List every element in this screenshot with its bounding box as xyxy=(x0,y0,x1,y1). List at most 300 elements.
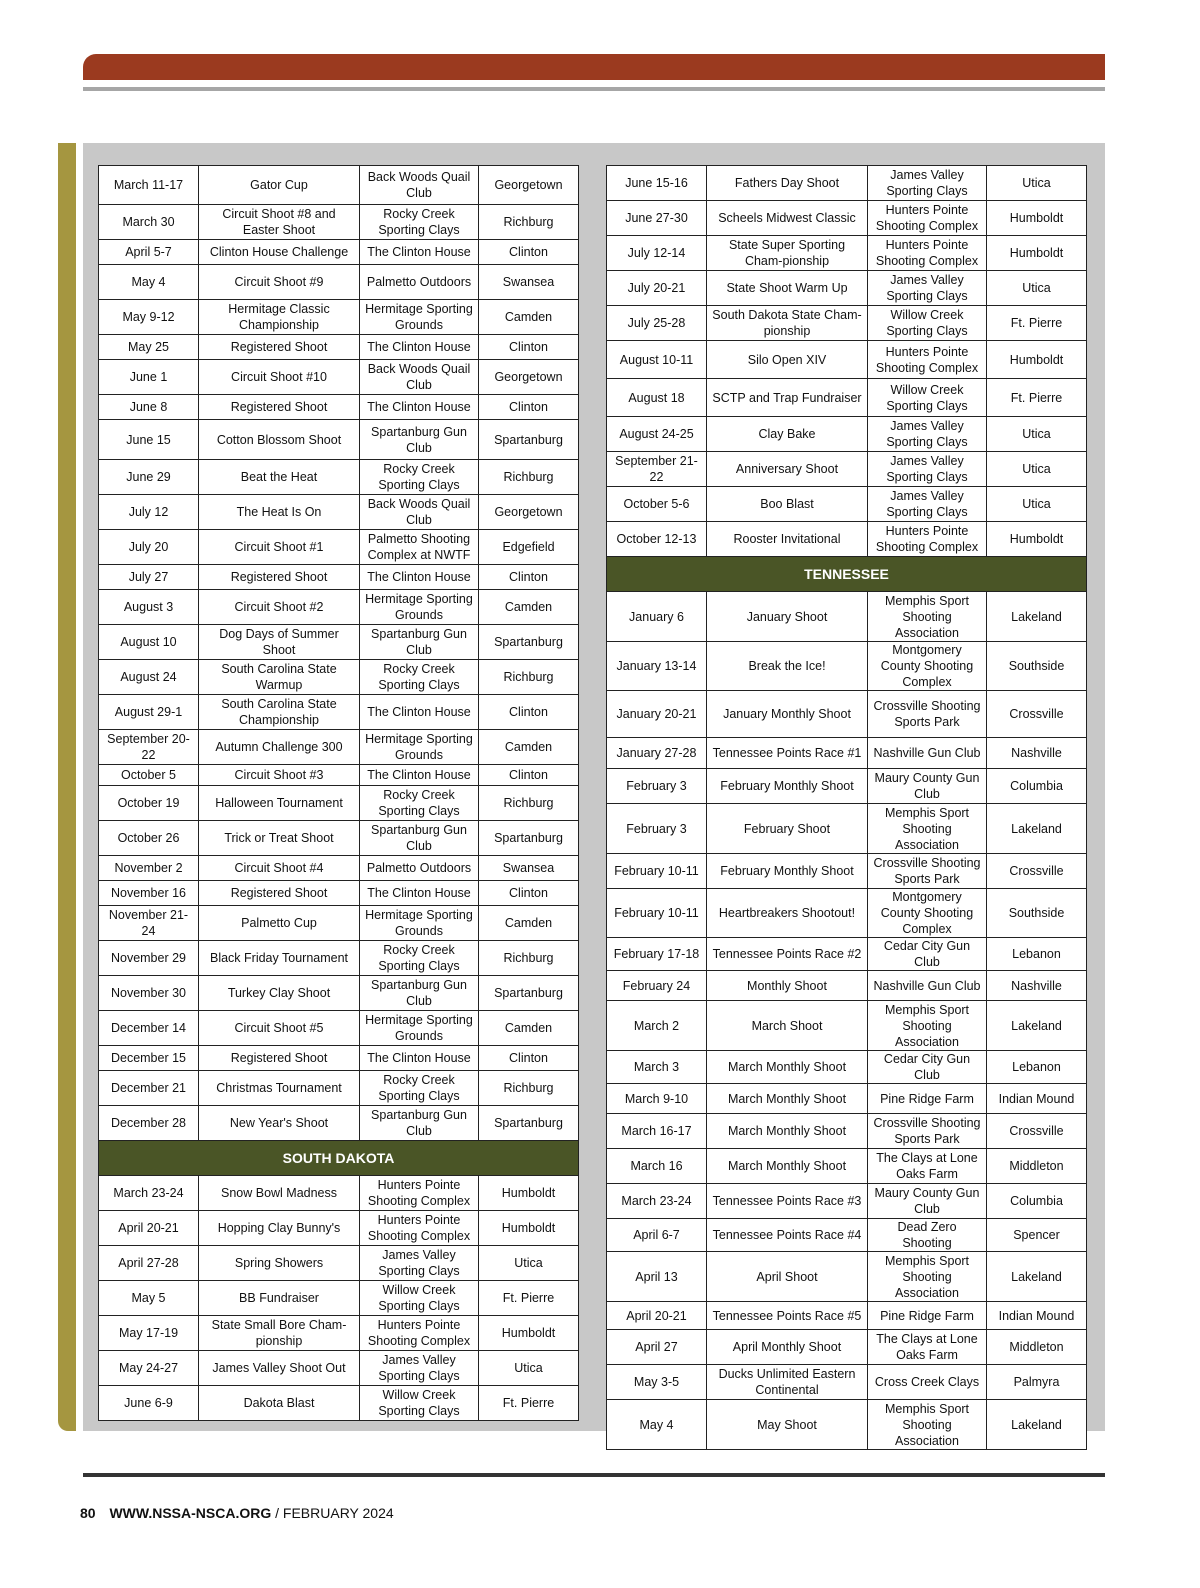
event-date: October 5 xyxy=(99,765,199,786)
city-name: Camden xyxy=(479,590,579,625)
city-name: Utica xyxy=(987,417,1087,452)
event-date: January 6 xyxy=(607,592,707,642)
event-date: February 10-11 xyxy=(607,889,707,938)
event-name: Monthly Shoot xyxy=(707,971,868,1001)
venue-name: Hermitage Sporting Grounds xyxy=(360,300,479,335)
table-row xyxy=(99,590,579,625)
table-row xyxy=(607,642,1087,691)
table-row xyxy=(99,625,579,660)
table-row xyxy=(607,1302,1087,1330)
city-name: Swansea xyxy=(479,856,579,881)
table-row xyxy=(99,730,579,765)
header-rule xyxy=(83,87,1105,91)
event-name: Turkey Clay Shoot xyxy=(199,976,360,1011)
event-date: August 18 xyxy=(607,379,707,417)
venue-name: Hunters Pointe Shooting Complex xyxy=(868,201,987,236)
event-date: May 25 xyxy=(99,335,199,360)
event-name: Circuit Shoot #1 xyxy=(199,530,360,565)
city-name: Humboldt xyxy=(987,236,1087,271)
venue-name: Hunters Pointe Shooting Complex xyxy=(868,341,987,379)
event-date: February 10-11 xyxy=(607,854,707,889)
table-row xyxy=(607,1330,1087,1365)
event-name: March Monthly Shoot xyxy=(707,1114,868,1149)
city-name: Clinton xyxy=(479,335,579,360)
city-name: Columbia xyxy=(987,769,1087,804)
venue-name: Montgomery County Shooting Complex xyxy=(868,642,987,691)
event-date: January 27-28 xyxy=(607,738,707,769)
venue-name: Nashville Gun Club xyxy=(868,738,987,769)
event-name: State Small Bore Cham-pionship xyxy=(199,1316,360,1351)
venue-name: Rocky Creek Sporting Clays xyxy=(360,460,479,495)
table-row xyxy=(607,1219,1087,1252)
table-row xyxy=(607,804,1087,854)
city-name: Nashville xyxy=(987,971,1087,1001)
event-date: February 3 xyxy=(607,804,707,854)
venue-name: The Clinton House xyxy=(360,1046,479,1071)
issue-date: FEBRUARY 2024 xyxy=(282,1505,394,1521)
event-date: February 17-18 xyxy=(607,938,707,971)
table-row xyxy=(99,856,579,881)
event-date: March 23-24 xyxy=(607,1184,707,1219)
venue-name: Cedar City Gun Club xyxy=(868,1051,987,1084)
city-name: Spencer xyxy=(987,1219,1087,1252)
venue-name: Spartanburg Gun Club xyxy=(360,1106,479,1141)
table-row xyxy=(607,1084,1087,1114)
event-date: April 20-21 xyxy=(607,1302,707,1330)
city-name: Columbia xyxy=(987,1184,1087,1219)
event-name: Circuit Shoot #2 xyxy=(199,590,360,625)
website-link[interactable]: WWW.NSSA-NSCA.ORG xyxy=(109,1505,272,1521)
event-date: March 16 xyxy=(607,1149,707,1184)
event-date: August 24-25 xyxy=(607,417,707,452)
table-row xyxy=(607,691,1087,738)
table-row xyxy=(99,1386,579,1421)
city-name: Clinton xyxy=(479,395,579,420)
event-date: May 17-19 xyxy=(99,1316,199,1351)
table-row xyxy=(99,335,579,360)
event-name: Circuit Shoot #10 xyxy=(199,360,360,395)
table-row xyxy=(99,1246,579,1281)
event-name: Registered Shoot xyxy=(199,335,360,360)
city-name: Spartanburg xyxy=(479,976,579,1011)
event-name: South Carolina State Warmup xyxy=(199,660,360,695)
event-name: South Dakota State Cham-pionship xyxy=(707,306,868,341)
city-name: Humboldt xyxy=(987,201,1087,236)
city-name: Palmyra xyxy=(987,1365,1087,1400)
event-name: State Shoot Warm Up xyxy=(707,271,868,306)
event-name: Circuit Shoot #8 and Easter Shoot xyxy=(199,205,360,240)
venue-name: Rocky Creek Sporting Clays xyxy=(360,786,479,821)
city-name: Humboldt xyxy=(987,522,1087,557)
event-name: March Monthly Shoot xyxy=(707,1149,868,1184)
table-row xyxy=(607,306,1087,341)
event-date: August 29-1 xyxy=(99,695,199,730)
city-name: Clinton xyxy=(479,765,579,786)
venue-name: Spartanburg Gun Club xyxy=(360,976,479,1011)
venue-name: The Clinton House xyxy=(360,695,479,730)
table-row xyxy=(99,821,579,856)
event-name: The Heat Is On xyxy=(199,495,360,530)
event-date: May 4 xyxy=(607,1400,707,1450)
event-name: BB Fundraiser xyxy=(199,1281,360,1316)
table-row xyxy=(607,592,1087,642)
table-row xyxy=(607,1114,1087,1149)
venue-name: Nashville Gun Club xyxy=(868,971,987,1001)
table-row xyxy=(99,166,579,205)
event-date: June 15-16 xyxy=(607,166,707,201)
venue-name: Memphis Sport Shooting Association xyxy=(868,1252,987,1302)
event-date: March 11-17 xyxy=(99,166,199,205)
table-row xyxy=(99,420,579,460)
venue-name: The Clays at Lone Oaks Farm xyxy=(868,1330,987,1365)
event-name: Heartbreakers Shootout! xyxy=(707,889,868,938)
city-name: Utica xyxy=(987,487,1087,522)
venue-name: Cedar City Gun Club xyxy=(868,938,987,971)
schedule-table-left xyxy=(98,165,579,1421)
event-name: March Monthly Shoot xyxy=(707,1051,868,1084)
city-name: Camden xyxy=(479,1011,579,1046)
event-date: January 20-21 xyxy=(607,691,707,738)
table-row xyxy=(607,1365,1087,1400)
venue-name: Pine Ridge Farm xyxy=(868,1084,987,1114)
event-name: Clinton House Challenge xyxy=(199,240,360,265)
venue-name: The Clinton House xyxy=(360,395,479,420)
state-section-header xyxy=(99,1141,579,1176)
city-name: Middleton xyxy=(987,1330,1087,1365)
event-date: February 3 xyxy=(607,769,707,804)
table-row xyxy=(607,1252,1087,1302)
city-name: Lakeland xyxy=(987,804,1087,854)
event-name: Tennessee Points Race #5 xyxy=(707,1302,868,1330)
event-name: Dakota Blast xyxy=(199,1386,360,1421)
event-name: Cotton Blossom Shoot xyxy=(199,420,360,460)
table-row xyxy=(99,495,579,530)
event-name: May Shoot xyxy=(707,1400,868,1450)
table-row xyxy=(99,360,579,395)
city-name: Lakeland xyxy=(987,1001,1087,1051)
event-date: June 29 xyxy=(99,460,199,495)
venue-name: Montgomery County Shooting Complex xyxy=(868,889,987,938)
table-row xyxy=(99,906,579,941)
table-row xyxy=(99,1211,579,1246)
event-date: March 30 xyxy=(99,205,199,240)
event-date: March 3 xyxy=(607,1051,707,1084)
city-name: Georgetown xyxy=(479,166,579,205)
city-name: Ft. Pierre xyxy=(479,1281,579,1316)
table-row xyxy=(99,1316,579,1351)
event-date: December 28 xyxy=(99,1106,199,1141)
venue-name: Hermitage Sporting Grounds xyxy=(360,906,479,941)
footer-separator: / xyxy=(275,1505,280,1521)
city-name: Humboldt xyxy=(479,1211,579,1246)
event-name: Beat the Heat xyxy=(199,460,360,495)
table-row xyxy=(607,166,1087,201)
city-name: Nashville xyxy=(987,738,1087,769)
table-row xyxy=(607,487,1087,522)
event-date: March 9-10 xyxy=(607,1084,707,1114)
event-name: Hermitage Classic Championship xyxy=(199,300,360,335)
venue-name: Memphis Sport Shooting Association xyxy=(868,804,987,854)
event-date: June 1 xyxy=(99,360,199,395)
city-name: Clinton xyxy=(479,695,579,730)
event-date: April 20-21 xyxy=(99,1211,199,1246)
table-row xyxy=(607,769,1087,804)
event-date: November 21-24 xyxy=(99,906,199,941)
table-row xyxy=(607,1400,1087,1450)
table-row xyxy=(607,738,1087,769)
venue-name: Willow Creek Sporting Clays xyxy=(868,306,987,341)
venue-name: Hermitage Sporting Grounds xyxy=(360,730,479,765)
venue-name: Crossville Shooting Sports Park xyxy=(868,691,987,738)
event-date: August 10-11 xyxy=(607,341,707,379)
event-date: August 24 xyxy=(99,660,199,695)
table-row xyxy=(99,395,579,420)
table-row xyxy=(99,530,579,565)
city-name: Crossville xyxy=(987,854,1087,889)
footer-rule xyxy=(83,1473,1105,1477)
event-name: SCTP and Trap Fundraiser xyxy=(707,379,868,417)
city-name: Utica xyxy=(987,166,1087,201)
table-row xyxy=(99,881,579,906)
event-name: State Super Sporting Cham-pionship xyxy=(707,236,868,271)
header-color-bar xyxy=(83,54,1105,80)
event-name: January Shoot xyxy=(707,592,868,642)
city-name: Richburg xyxy=(479,786,579,821)
table-row xyxy=(99,1106,579,1141)
venue-name: James Valley Sporting Clays xyxy=(868,271,987,306)
city-name: Clinton xyxy=(479,881,579,906)
event-name: Tennessee Points Race #2 xyxy=(707,938,868,971)
table-row xyxy=(607,938,1087,971)
city-name: Humboldt xyxy=(987,341,1087,379)
event-date: February 24 xyxy=(607,971,707,1001)
table-row xyxy=(607,1184,1087,1219)
event-name: Circuit Shoot #5 xyxy=(199,1011,360,1046)
page-footer xyxy=(80,1505,394,1521)
venue-name: Back Woods Quail Club xyxy=(360,360,479,395)
city-name: Clinton xyxy=(479,1046,579,1071)
table-row xyxy=(99,1071,579,1106)
event-name: Tennessee Points Race #3 xyxy=(707,1184,868,1219)
event-date: June 27-30 xyxy=(607,201,707,236)
event-name: Registered Shoot xyxy=(199,881,360,906)
table-row xyxy=(99,460,579,495)
event-date: May 4 xyxy=(99,265,199,300)
venue-name: James Valley Sporting Clays xyxy=(868,487,987,522)
city-name: Southside xyxy=(987,889,1087,938)
event-name: Halloween Tournament xyxy=(199,786,360,821)
event-date: May 24-27 xyxy=(99,1351,199,1386)
city-name: Richburg xyxy=(479,1071,579,1106)
venue-name: Hunters Pointe Shooting Complex xyxy=(360,1176,479,1211)
event-name: February Monthly Shoot xyxy=(707,769,868,804)
venue-name: Crossville Shooting Sports Park xyxy=(868,1114,987,1149)
city-name: Utica xyxy=(987,452,1087,487)
city-name: Crossville xyxy=(987,1114,1087,1149)
venue-name: The Clinton House xyxy=(360,881,479,906)
venue-name: Hunters Pointe Shooting Complex xyxy=(360,1316,479,1351)
event-date: May 9-12 xyxy=(99,300,199,335)
event-date: July 20-21 xyxy=(607,271,707,306)
table-row xyxy=(99,240,579,265)
venue-name: Spartanburg Gun Club xyxy=(360,625,479,660)
table-row xyxy=(99,205,579,240)
city-name: Ft. Pierre xyxy=(479,1386,579,1421)
state-name: SOUTH DAKOTA xyxy=(99,1141,579,1176)
event-date: January 13-14 xyxy=(607,642,707,691)
event-date: December 21 xyxy=(99,1071,199,1106)
page-number: 80 xyxy=(80,1505,96,1521)
city-name: Camden xyxy=(479,300,579,335)
event-date: May 5 xyxy=(99,1281,199,1316)
event-name: Clay Bake xyxy=(707,417,868,452)
event-date: July 25-28 xyxy=(607,306,707,341)
city-name: Swansea xyxy=(479,265,579,300)
city-name: Lakeland xyxy=(987,592,1087,642)
event-name: Tennessee Points Race #4 xyxy=(707,1219,868,1252)
table-row xyxy=(607,452,1087,487)
event-name: February Shoot xyxy=(707,804,868,854)
venue-name: Maury County Gun Club xyxy=(868,769,987,804)
event-date: April 5-7 xyxy=(99,240,199,265)
venue-name: Hermitage Sporting Grounds xyxy=(360,1011,479,1046)
event-date: October 26 xyxy=(99,821,199,856)
event-name: April Monthly Shoot xyxy=(707,1330,868,1365)
event-date: November 29 xyxy=(99,941,199,976)
event-name: Trick or Treat Shoot xyxy=(199,821,360,856)
table-row xyxy=(99,565,579,590)
table-row xyxy=(607,341,1087,379)
table-row xyxy=(99,765,579,786)
event-date: March 16-17 xyxy=(607,1114,707,1149)
city-name: Spartanburg xyxy=(479,420,579,460)
event-name: Registered Shoot xyxy=(199,565,360,590)
city-name: Lakeland xyxy=(987,1400,1087,1450)
venue-name: Willow Creek Sporting Clays xyxy=(360,1386,479,1421)
venue-name: Rocky Creek Sporting Clays xyxy=(360,941,479,976)
city-name: Richburg xyxy=(479,941,579,976)
table-row xyxy=(607,889,1087,938)
venue-name: Palmetto Shooting Complex at NWTF xyxy=(360,530,479,565)
event-name: Registered Shoot xyxy=(199,395,360,420)
state-name: TENNESSEE xyxy=(607,557,1087,592)
table-row xyxy=(99,1281,579,1316)
event-date: July 20 xyxy=(99,530,199,565)
side-accent-bar xyxy=(58,143,76,1431)
event-name: Circuit Shoot #4 xyxy=(199,856,360,881)
table-row xyxy=(99,265,579,300)
event-date: December 14 xyxy=(99,1011,199,1046)
venue-name: Pine Ridge Farm xyxy=(868,1302,987,1330)
venue-name: Palmetto Outdoors xyxy=(360,856,479,881)
city-name: Georgetown xyxy=(479,360,579,395)
venue-name: Memphis Sport Shooting Association xyxy=(868,592,987,642)
venue-name: Rocky Creek Sporting Clays xyxy=(360,205,479,240)
event-name: Anniversary Shoot xyxy=(707,452,868,487)
table-row xyxy=(607,1001,1087,1051)
venue-name: Willow Creek Sporting Clays xyxy=(360,1281,479,1316)
table-row xyxy=(99,941,579,976)
table-row xyxy=(99,695,579,730)
event-name: Scheels Midwest Classic xyxy=(707,201,868,236)
table-row xyxy=(607,236,1087,271)
event-name: April Shoot xyxy=(707,1252,868,1302)
table-row xyxy=(99,1351,579,1386)
city-name: Ft. Pierre xyxy=(987,306,1087,341)
venue-name: Crossville Shooting Sports Park xyxy=(868,854,987,889)
event-name: Christmas Tournament xyxy=(199,1071,360,1106)
event-name: Tennessee Points Race #1 xyxy=(707,738,868,769)
event-date: November 16 xyxy=(99,881,199,906)
city-name: Camden xyxy=(479,906,579,941)
table-row xyxy=(607,379,1087,417)
venue-name: Back Woods Quail Club xyxy=(360,166,479,205)
table-row xyxy=(99,976,579,1011)
table-row xyxy=(99,1011,579,1046)
venue-name: Hunters Pointe Shooting Complex xyxy=(360,1211,479,1246)
event-date: September 21-22 xyxy=(607,452,707,487)
event-name: South Carolina State Championship xyxy=(199,695,360,730)
event-date: October 5-6 xyxy=(607,487,707,522)
venue-name: James Valley Sporting Clays xyxy=(360,1246,479,1281)
city-name: Humboldt xyxy=(479,1176,579,1211)
table-row xyxy=(607,854,1087,889)
venue-name: Hunters Pointe Shooting Complex xyxy=(868,236,987,271)
event-name: Spring Showers xyxy=(199,1246,360,1281)
city-name: Middleton xyxy=(987,1149,1087,1184)
city-name: Richburg xyxy=(479,205,579,240)
city-name: Spartanburg xyxy=(479,821,579,856)
city-name: Utica xyxy=(479,1351,579,1386)
venue-name: James Valley Sporting Clays xyxy=(360,1351,479,1386)
event-name: March Shoot xyxy=(707,1001,868,1051)
venue-name: The Clinton House xyxy=(360,765,479,786)
event-date: April 27-28 xyxy=(99,1246,199,1281)
event-name: Fathers Day Shoot xyxy=(707,166,868,201)
event-date: March 2 xyxy=(607,1001,707,1051)
event-date: March 23-24 xyxy=(99,1176,199,1211)
table-row xyxy=(607,522,1087,557)
city-name: Spartanburg xyxy=(479,625,579,660)
city-name: Camden xyxy=(479,730,579,765)
event-date: December 15 xyxy=(99,1046,199,1071)
table-row xyxy=(99,660,579,695)
city-name: Humboldt xyxy=(479,1316,579,1351)
event-date: July 12 xyxy=(99,495,199,530)
venue-name: James Valley Sporting Clays xyxy=(868,166,987,201)
event-date: August 10 xyxy=(99,625,199,660)
table-row xyxy=(99,300,579,335)
city-name: Utica xyxy=(479,1246,579,1281)
venue-name: Hunters Pointe Shooting Complex xyxy=(868,522,987,557)
event-date: April 27 xyxy=(607,1330,707,1365)
table-row xyxy=(607,271,1087,306)
event-date: June 15 xyxy=(99,420,199,460)
table-row xyxy=(607,971,1087,1001)
event-name: Boo Blast xyxy=(707,487,868,522)
city-name: Lebanon xyxy=(987,1051,1087,1084)
venue-name: Dead Zero Shooting xyxy=(868,1219,987,1252)
table-row xyxy=(607,1051,1087,1084)
event-name: February Monthly Shoot xyxy=(707,854,868,889)
venue-name: Cross Creek Clays xyxy=(868,1365,987,1400)
table-row xyxy=(99,786,579,821)
event-name: Dog Days of Summer Shoot xyxy=(199,625,360,660)
event-name: Silo Open XIV xyxy=(707,341,868,379)
event-name: Circuit Shoot #3 xyxy=(199,765,360,786)
event-name: New Year's Shoot xyxy=(199,1106,360,1141)
event-date: May 3-5 xyxy=(607,1365,707,1400)
